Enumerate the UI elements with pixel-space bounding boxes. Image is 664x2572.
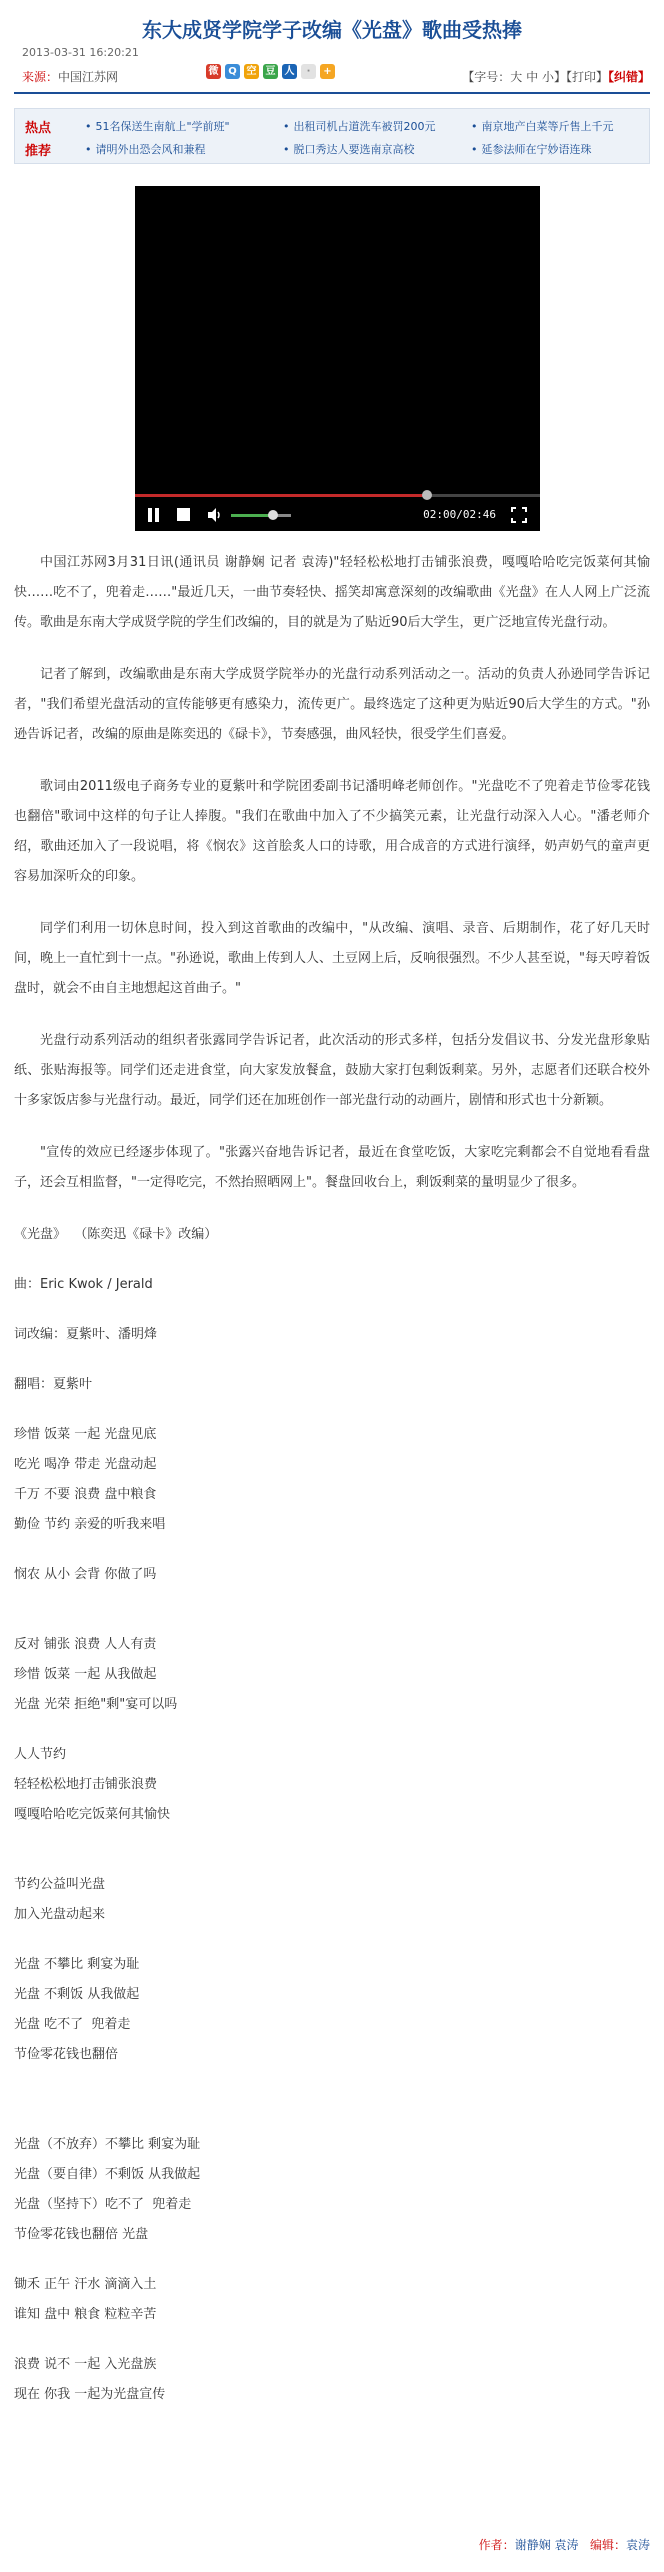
pause-icon: [155, 508, 159, 522]
article-paragraph: "宣传的效应已经逐步体现了。"张露兴奋地告诉记者，最近在食堂吃饭，大家吃完剩都会不自觉地看看盘子，还会互相监督，"一定得吃完，不然抬照晒网上"。餐盘回收台上，剩饭剩菜的量明显少了很多。: [14, 1145, 650, 1190]
article-title: 东大成贤学院学子改编《光盘》歌曲受热捧: [142, 18, 522, 42]
video-progress-bar[interactable]: [135, 494, 540, 497]
print-link[interactable]: 【打印】: [565, 70, 608, 84]
lyric-line: 加入光盘动起来: [14, 1907, 106, 1922]
recommend-row: [15, 136, 651, 158]
article-paragraph: 同学们利用一切休息时间，投入到这首歌曲的改编中，"从改编、演唱、录音、后期制作，花了好几天时间，晚上一直忙到十一点。"孙逊说，歌曲上传到人人、土豆网上后，反响很强烈。不少人甚至说，"每天哼着饭盘时，就会不由自主地想起这首曲子。": [14, 921, 650, 996]
lyric-line: 轻轻松松地打击铺张浪费: [14, 1777, 158, 1792]
recommend-link[interactable]: • 脱口秀达人要选南京高校: [283, 141, 415, 157]
douban-icon[interactable]: 豆: [263, 64, 278, 79]
lyric-line: 吃光 喝净 带走 光盘动起: [14, 1457, 157, 1472]
font-size-end: 】: [553, 70, 566, 84]
qzone-icon[interactable]: 空: [244, 64, 259, 79]
lyrics-stanza: [14, 2130, 650, 2250]
volume-fill: [231, 514, 273, 517]
font-size-mid-link[interactable]: 中: [526, 70, 539, 84]
lyrics-music-credit: 曲：Eric Kwok / Jerald: [14, 1277, 153, 1292]
hot-link[interactable]: • 南京地产白菜等斤售上千元: [471, 118, 614, 134]
source-name[interactable]: 中国江苏网: [58, 70, 119, 84]
lyric-line: 浪费 说不 一起 入光盘族: [14, 2357, 157, 2372]
lyric-line: 光盘 光荣 拒绝"剩"宴可以吗: [14, 1697, 178, 1712]
lyric-line: 节俭零花钱也翻倍: [14, 2047, 119, 2062]
lyrics-stanza: [14, 1870, 650, 1930]
lyric-line: 反对 铺张 浪费 人人有责: [14, 1637, 157, 1652]
author-names[interactable]: 谢静娴 袁涛: [514, 2538, 579, 2552]
pause-button[interactable]: [147, 508, 161, 522]
lyric-line: 节俭零花钱也翻倍 光盘: [14, 2227, 149, 2242]
lyrics-heading: 《光盘》 （陈奕迅《碌卡》改编）: [14, 1227, 218, 1242]
lyric-line: 光盘（坚持下）吃不了 兜着走: [14, 2197, 192, 2212]
title-divider: [14, 92, 650, 94]
lyric-line: 节约公益叫光盘: [14, 1877, 106, 1892]
kaixin-icon[interactable]: ·: [301, 64, 316, 79]
editor-name[interactable]: 袁涛: [625, 2538, 650, 2552]
video-progress-fill: [135, 494, 427, 497]
weibo-icon[interactable]: 微: [206, 64, 221, 79]
lyrics-stanza: [14, 1630, 650, 1720]
fullscreen-icon[interactable]: [510, 506, 528, 524]
video-time: 02:00/02:46: [423, 508, 496, 521]
more-share-icon[interactable]: +: [320, 64, 335, 79]
editor-label: 编辑：: [589, 2538, 626, 2552]
lyric-line: 人人节约: [14, 1747, 67, 1762]
video-controls: [135, 502, 540, 528]
article-paragraph: 歌词由2011级电子商务专业的夏紫叶和学院团委副书记潘明峰老师创作。"光盘吃不了兜着走节俭零花钱也翻倍"歌词中这样的句子让人捧腹。"我们在歌曲中加入了不少搞笑元素，让光盘行动深入人心。"潘老师介绍，歌曲还加入了一段说唱，将《悯农》这首脍炙人口的诗歌，用合成音的方式进行演绎，奶声奶气的童声更容易加深听众的印象。: [14, 779, 650, 884]
lyric-line: 珍惜 饭菜 一起 从我做起: [14, 1667, 157, 1682]
lyrics-stanza: [14, 2350, 650, 2410]
hot-link[interactable]: • 51名保送生南航上"学前班": [85, 118, 230, 134]
font-size-big-link[interactable]: 大: [510, 70, 523, 84]
lyric-line: 光盘 吃不了 兜着走: [14, 2017, 131, 2032]
lyrics-writer-credit: 词改编：夏紫叶、潘明烽: [14, 1327, 158, 1342]
article-source: [22, 68, 118, 85]
lyric-line: 光盘 不攀比 剩宴为耻: [14, 1957, 140, 1972]
video-player[interactable]: [135, 186, 540, 531]
video-progress-handle[interactable]: [422, 490, 432, 500]
lyrics-stanza: [14, 1560, 650, 1590]
lyric-line: 千万 不要 浪费 盘中粮食: [14, 1487, 157, 1502]
lyrics-stanza: [14, 2270, 650, 2330]
article-tools: [462, 68, 650, 85]
lyric-line: 悯农 从小 会背 你做了吗: [14, 1567, 157, 1582]
recommend-link[interactable]: • 延参法师在宁妙语连珠: [471, 141, 592, 157]
share-bar: [206, 64, 335, 79]
lyric-line: 锄禾 正午 汗水 滴滴入土: [14, 2277, 157, 2292]
author-label: 作者：: [478, 2538, 515, 2552]
article-paragraph: 光盘行动系列活动的组织者张露同学告诉记者，此次活动的形式多样，包括分发倡议书、分发光盘形象贴纸、张贴海报等。同学们还走进食堂，向大家发放餐盒，鼓励大家打包剩饭剩菜。另外，志愿者们还联合校外十多家饭店参与光盘行动。最近，同学们还在加班创作一部光盘行动的动画片，剧情和形式也十分新颖。: [14, 1033, 650, 1108]
article-body: [14, 548, 650, 2410]
lyrics-stanza: [14, 1950, 650, 2070]
lyric-line: 勤俭 节约 亲爱的听我来唱: [14, 1517, 166, 1532]
stop-button[interactable]: [177, 508, 190, 521]
lyric-line: 现在 你我 一起为光盘宣传: [14, 2387, 166, 2402]
lyrics-stanza: [14, 1420, 650, 1540]
volume-slider[interactable]: [231, 514, 291, 517]
article-credits: [479, 2536, 650, 2553]
volume-icon[interactable]: [207, 507, 223, 523]
lyric-line: 珍惜 饭菜 一起 光盘见底: [14, 1427, 157, 1442]
lyric-line: 谁知 盘中 粮食 粒粒辛苦: [14, 2307, 157, 2322]
recommend-label: 推荐: [25, 144, 52, 159]
font-size-small-link[interactable]: 小: [541, 70, 554, 84]
tencent-weibo-icon[interactable]: Q: [225, 64, 240, 79]
lyrics-stanza: [14, 1740, 650, 1830]
article-paragraph: 记者了解到，改编歌曲是东南大学成贤学院举办的光盘行动系列活动之一。活动的负责人孙逊同学告诉记者，"我们希望光盘活动的宣传能够更有感染力，流传更广。最终选定了这种更为贴近90后大学生的方式。"孙逊告诉记者，改编的原曲是陈奕迅的《碌卡》，节奏感强，曲风轻快，很受学生们喜爱。: [14, 667, 650, 742]
lyric-line: 嘎嘎哈哈吃完饭菜何其愉快: [14, 1807, 171, 1822]
recommend-link[interactable]: • 请明外出恐会风和兼程: [85, 141, 206, 157]
hot-row: [15, 113, 651, 135]
lyrics-singer-credit: 翻唱：夏紫叶: [14, 1377, 93, 1392]
hot-recommend-box: [14, 108, 650, 164]
lyric-line: 光盘（要自律）不剩饭 从我做起: [14, 2167, 201, 2182]
lyric-line: 光盘（不放弃）不攀比 剩宴为耻: [14, 2137, 201, 2152]
report-error-link[interactable]: 【纠错】: [607, 70, 650, 84]
volume-handle[interactable]: [268, 510, 278, 520]
font-size-label: 【字号：: [462, 70, 511, 84]
renren-icon[interactable]: 人: [282, 64, 297, 79]
article-paragraph: 中国江苏网3月31日讯(通讯员 谢静娴 记者 袁涛)"轻轻松松地打击铺张浪费，嘎嘎哈哈吃完饭菜何其愉快……吃不了，兜着走……"最近几天，一曲节奏轻快、摇笑却寓意深刻的改编歌曲《光盘》在人人网上广泛流传。歌曲是东南大学成贤学院的学生们改编的，目的就是为了贴近90后大学生，更广泛地宣传光盘行动。: [14, 555, 650, 630]
hot-link[interactable]: • 出租司机占道洗车被罚200元: [283, 118, 436, 134]
pause-icon: [148, 508, 152, 522]
source-label: 来源：: [22, 70, 59, 84]
hot-label: 热点: [25, 121, 52, 136]
lyric-line: 光盘 不剩饭 从我做起: [14, 1987, 140, 2002]
publish-date: 2013-03-31 16:20:21: [22, 46, 139, 59]
